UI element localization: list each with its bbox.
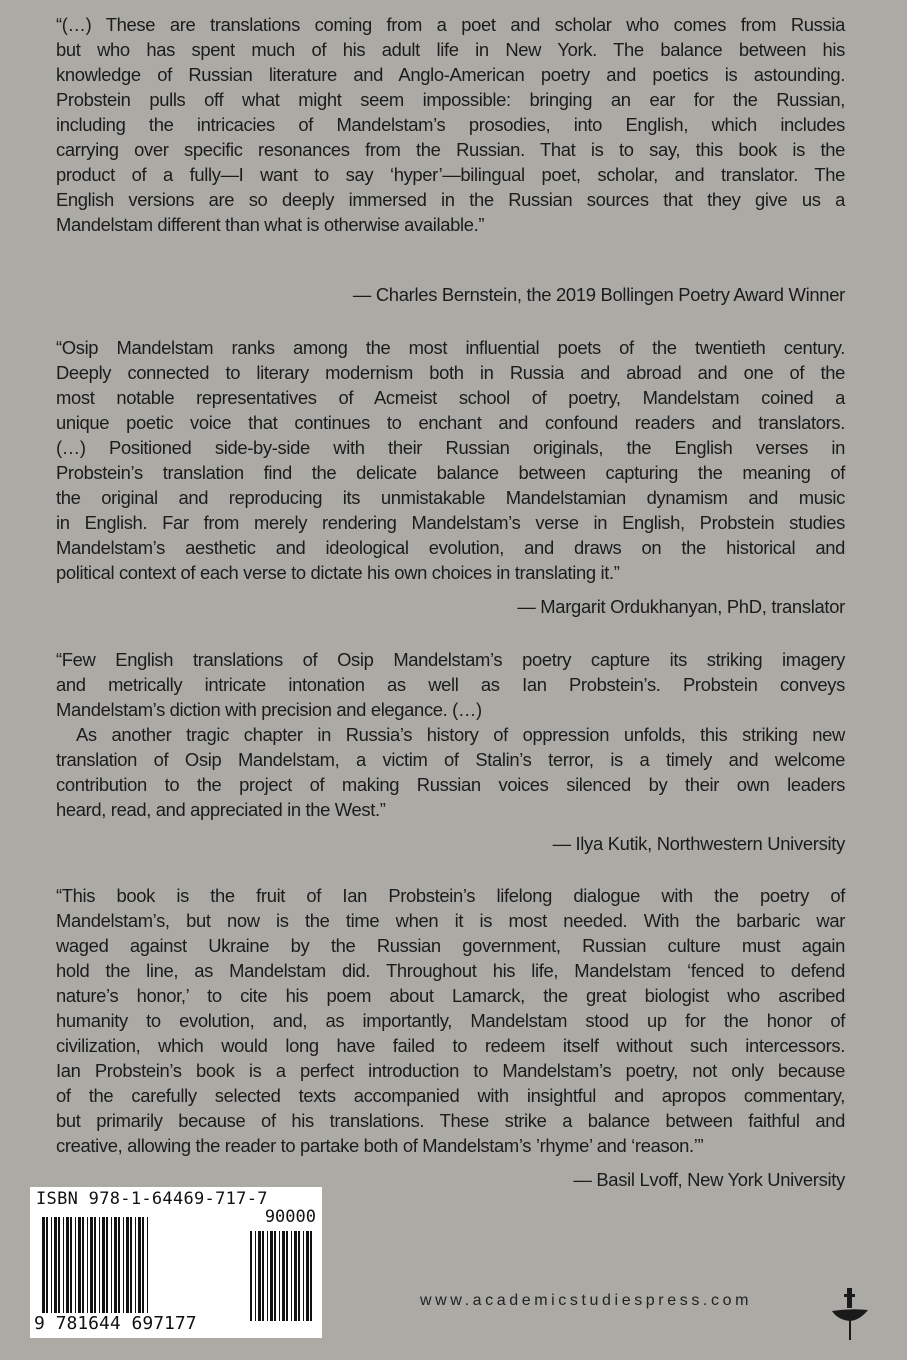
barcode-bar: [294, 1231, 297, 1321]
addon-barcode-bars: [250, 1231, 316, 1321]
barcode-bar: [286, 1231, 288, 1321]
review-3-attribution: — Ilya Kutik, Northwestern University: [552, 833, 845, 854]
barcode-bar: [258, 1231, 261, 1321]
review-line: in English. Far from merely rendering Mandelstam’s verse in English, Probstein studies: [56, 512, 845, 533]
barcode-bar: [279, 1231, 280, 1321]
price-code: 90000: [264, 1207, 316, 1227]
barcode-bar: [310, 1231, 312, 1321]
barcode-bar: [250, 1231, 252, 1321]
review-2-attribution: — Margarit Ordukhanyan, PhD, translator: [517, 596, 845, 617]
review-line: nature’s honor,’ to cite his poem about Lamarck, the great biologist who ascribed: [56, 985, 845, 1006]
review-line: political context of each verse to dictate his own choices in translating it.”: [56, 562, 620, 583]
review-line: Mandelstam’s, but now is the time when it is most needed. With the barbaric war: [56, 910, 845, 931]
review-line: most notable representatives of Acmeist school of poetry, Mandelstam coined a: [56, 387, 845, 408]
barcode-bar: [306, 1231, 309, 1321]
review-3: [56, 647, 845, 822]
barcode-bar: [282, 1231, 285, 1321]
barcode-bar: [255, 1231, 256, 1321]
review-line: creative, allowing the reader to partake both of Mandelstam’s ’rhyme’ and ‘reason.’”: [56, 1135, 704, 1156]
review-line: including the intricacies of Mandelstam’s prosodies, into English, which includes: [56, 114, 845, 135]
review-4: [56, 883, 845, 1158]
barcode-bar: [270, 1231, 273, 1321]
review-line: heard, read, and appreciated in the West.”: [56, 799, 386, 820]
barcode-bar: [298, 1231, 300, 1321]
barcode-bar: [267, 1231, 268, 1321]
review-line: humanity to evolution, and, as importantly, Mandelstam stood up for the honor of: [56, 1010, 845, 1031]
review-line: Mandelstam’s diction with precision and elegance. (…): [56, 699, 482, 720]
review-line: Mandelstam’s aesthetic and ideological evolution, and draws on the historical and: [56, 537, 845, 558]
review-line: As another tragic chapter in Russia’s history of oppression unfolds, this striking new: [76, 724, 845, 745]
review-line: the original and reproducing its unmistakable Mandelstamian dynamism and music: [56, 487, 845, 508]
review-line: “Osip Mandelstam ranks among the most influential poets of the twentieth century.: [56, 337, 845, 358]
review-line: (…) Positioned side-by-side with their Russian originals, the English verses in: [56, 437, 845, 458]
publisher-logo-icon: [830, 1284, 870, 1344]
review-line: but primarily because of his translations. These strike a balance between faithful and: [56, 1110, 845, 1131]
barcode-bar: [262, 1231, 264, 1321]
publisher-website[interactable]: www.academicstudiespress.com: [420, 1292, 752, 1309]
barcode-bar: [274, 1231, 276, 1321]
review-line: Probstein’s translation find the delicate balance between capturing the meaning of: [56, 462, 845, 483]
review-line: “This book is the fruit of Ian Probstein’s lifelong dialogue with the poetry of: [56, 885, 845, 906]
review-line: English versions are so deeply immersed in the Russian sources that they give us a: [56, 189, 845, 210]
isbn-barcode: [30, 1187, 322, 1338]
review-2: [56, 335, 845, 585]
review-line: Probstein pulls off what might seem impossible: bringing an ear for the Russian,: [56, 89, 845, 110]
isbn-text: ISBN 978-1-64469-717-7: [36, 1189, 268, 1209]
review-line: Deeply connected to literary modernism both in Russia and abroad and one of the: [56, 362, 845, 383]
review-line: product of a fully—I want to say ‘hyper’—bilingual poet, scholar, and translator. The: [56, 164, 845, 185]
review-line: Ian Probstein’s book is a perfect introduction to Mandelstam’s poetry, not only because: [56, 1060, 845, 1081]
review-line: of the carefully selected texts accompanied with insightful and apropos commentary,: [56, 1085, 845, 1106]
review-line: “(…) These are translations coming from a poet and scholar who comes from Russia: [56, 14, 845, 35]
review-line: civilization, which would long have failed to redeem itself without such intercessors.: [56, 1035, 845, 1056]
review-line: contribution to the project of making Russian voices silenced by their own leaders: [56, 774, 845, 795]
review-1-attribution: — Charles Bernstein, the 2019 Bollingen Poetry Award Winner: [352, 284, 845, 305]
review-line: knowledge of Russian literature and Anglo-American poetry and poetics is astounding.: [56, 64, 845, 85]
barcode-bar: [291, 1231, 292, 1321]
review-line: “Few English translations of Osip Mandelstam’s poetry capture its striking imagery: [56, 649, 845, 670]
review-1: [56, 12, 845, 237]
review-line: waged against Ukraine by the Russian government, Russian culture must again: [56, 935, 845, 956]
review-line: translation of Osip Mandelstam, a victim of Stalin’s terror, is a timely and welcome: [56, 749, 845, 770]
review-line: carrying over specific resonances from the Russian. That is to say, this book is the: [56, 139, 845, 160]
review-line: hold the line, as Mandelstam did. Throughout his life, Mandelstam ‘fenced to defend: [56, 960, 845, 981]
review-4-attribution: — Basil Lvoff, New York University: [573, 1169, 845, 1190]
review-line: unique poetic voice that continues to enchant and confound readers and translators.: [56, 412, 845, 433]
review-line: but who has spent much of his adult life in New York. The balance between his: [56, 39, 845, 60]
review-line: and metrically intricate intonation as well as Ian Probstein’s. Probstein conveys: [56, 674, 845, 695]
review-line: Mandelstam different than what is otherwise available.”: [56, 214, 485, 235]
barcode-digits: 9 781644 697177: [34, 1313, 197, 1334]
barcode-bar: [303, 1231, 304, 1321]
